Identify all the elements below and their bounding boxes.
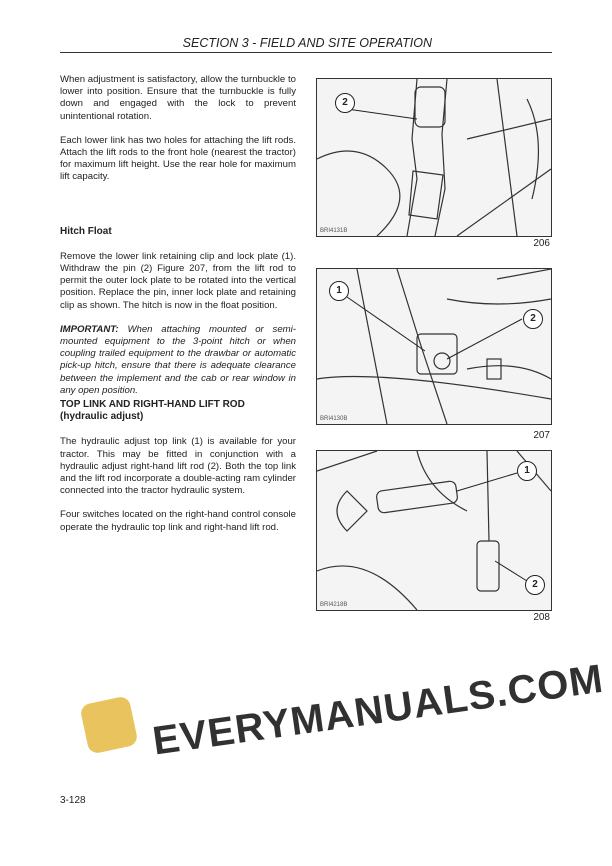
paragraph: Four switches located on the right-hand control console operate the hydraulic top link and right-hand lift rod. [60,509,296,533]
heading-hitch-float: Hitch Float [60,225,112,237]
important-text: When attaching mounted or semi-mounted equipment to the 3-point hitch or when coupling trailed equipment to the drawbar or automatic pick-up hitch, ensure that there is adequate clearance between the implement and the cab or rear window in any open position. [60,323,296,396]
text-column [60,74,296,534]
hydraulic-top-link-illustration [317,451,551,610]
paragraph: Each lower link has two holes for attaching the lift rods. Attach the lift rods to the front hole (nearest the tractor) for maximum lift height. Use the rear hole for maximum lift capacity. [60,134,296,183]
figure-206 [316,78,552,237]
callout-1: 1 [329,281,349,301]
watermark-logo [79,695,138,754]
section-title: SECTION 3 - FIELD AND SITE OPERATION [182,36,432,50]
figure-208 [316,450,552,611]
important-note [60,324,296,397]
figure-number: 207 [533,430,550,441]
figure-207 [316,268,552,425]
figure-code: BRI4218B [320,602,348,608]
watermark: EVERYMANUALS.COM [150,656,607,764]
paragraph: When adjustment is satisfactory, allow the turnbuckle to lower into position. Ensure that the turnbuckle is fully down and engaged with the lock to prevent unintentional rotation. [60,74,296,122]
figure-number: 208 [533,612,550,623]
paragraph: Remove the lower link retaining clip and lock plate (1). Withdraw the pin (2) Figure 207, from the lift rod to permit the outer lock plate to be rotated into the vertical position. Replace the pin, inner lock plate and retaining clip as shown. The hitch is now in the float position. [60,250,296,311]
figure-code: BRI4130B [320,416,348,422]
important-label: IMPORTANT: [60,323,119,335]
figure-number: 206 [533,238,550,249]
hitch-float-illustration [317,269,551,424]
page-number: 3-128 [60,795,86,806]
heading-top-link: TOP LINK AND RIGHT-HAND LIFT ROD [60,399,245,411]
callout-1: 1 [517,461,537,481]
figure-code: BRI4131B [320,228,348,234]
callout-2: 2 [523,309,543,329]
subheading-hydraulic-adjust: (hydraulic adjust) [60,411,144,423]
callout-2: 2 [525,575,545,595]
paragraph: The hydraulic adjust top link (1) is available for your tractor. This may be fitted in conjunction with a hydraulic adjust right-hand lift rod (2). Both the top link and the lift rod incorporate a double-acting ram cylinder connected into the tractor hydraulic system. [60,436,296,497]
callout-2: 2 [335,93,355,113]
section-header [60,36,552,53]
